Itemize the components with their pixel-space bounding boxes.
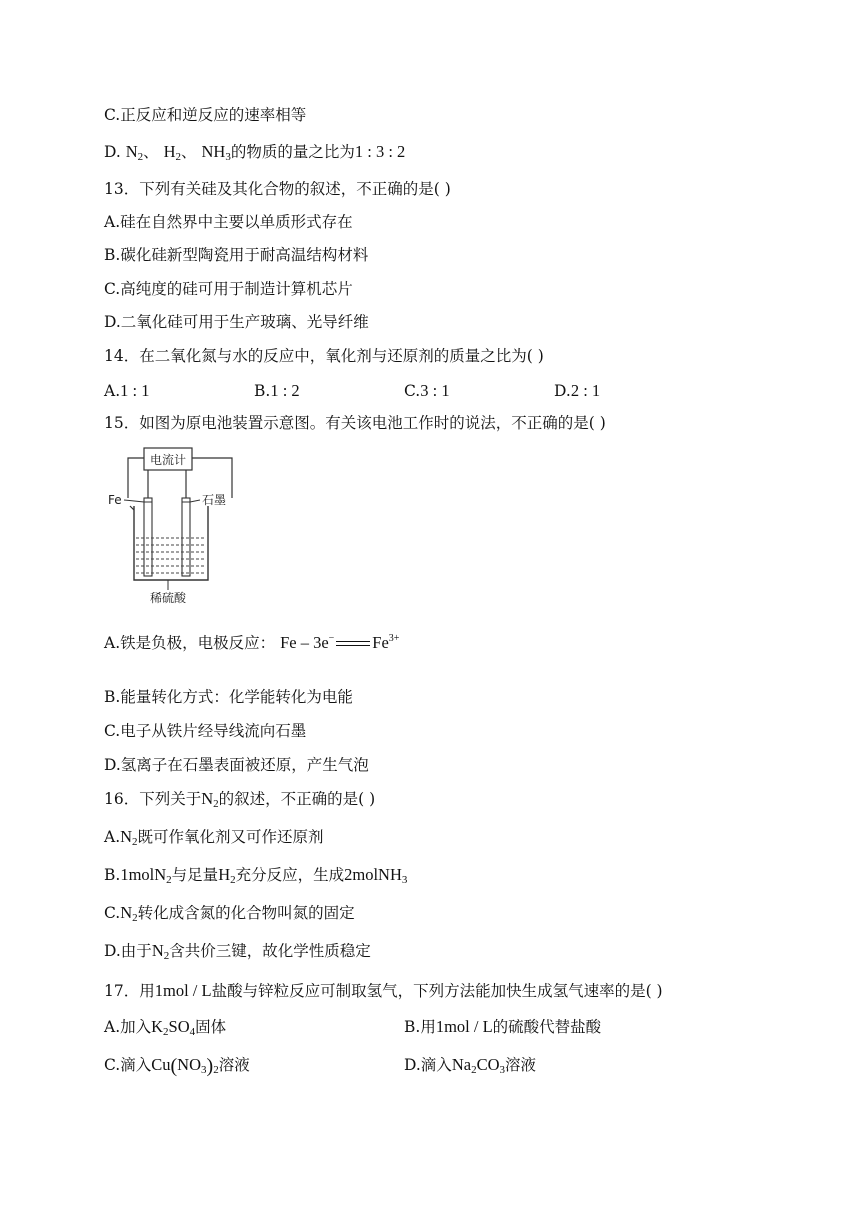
q12-d-mid: 的物质的量之比为 [230, 143, 355, 161]
wire-left [128, 458, 140, 498]
q16-option-b: B.1molN$_2$与足量$H_2$充分反应，生成2molNH$_3$ [104, 865, 408, 886]
q13-stem: 13．下列有关硅及其化合物的叙述，不正确的是( ) [104, 180, 451, 198]
q15-option-a: A.铁是负极，电极反应： Fe – 3e− $Fe^{3+}$ [104, 633, 400, 652]
q12-d-sep1: 、 [143, 143, 159, 161]
graphite-label: 石墨 [202, 493, 227, 507]
q12-option-d [104, 141, 405, 163]
q17-option-d: D.滴入$Na_2CO_3$溶液 [404, 1055, 536, 1076]
q16-option-d: D.由于$N_2$含共价三键，故化学性质稳定 [104, 941, 371, 962]
q12-d-prefix: D. [104, 143, 121, 161]
q17-option-b: B.用1mol / L的硫酸代替盐酸 [404, 1017, 602, 1036]
q17-option-a: A.加入$K_2SO_4$固体 [104, 1017, 227, 1038]
q15-option-b: B.能量转化方式：化学能转化为电能 [104, 688, 353, 706]
equals-arrow [336, 641, 370, 647]
q16-option-c: $C.N_2$转化成含氮的化合物叫氮的固定 [104, 903, 355, 924]
solution-label: 稀硫酸 [149, 591, 187, 605]
q16-option-a: $A.N_2$既可作氧化剂又可作还原剂 [104, 827, 324, 848]
q12-option-c: C.正反应和逆反应的速率相等 [104, 106, 307, 124]
q14-stem: 14．在二氧化氮与水的反应中，氧化剂与还原剂的质量之比为( ) [104, 347, 544, 365]
formula-nh3: $NH_3$ [201, 142, 231, 163]
q12-d-sep2: 、 [181, 143, 197, 161]
q13-option-d: D.二氧化硅可用于生产玻璃、光导纤维 [104, 313, 369, 331]
q15-option-d: D.氢离子在石墨表面被还原，产生气泡 [104, 756, 369, 774]
formula-h2: $H_2$ [163, 142, 182, 163]
q16-stem: 16．下列关于$N_2$的叙述，不正确的是( ) [104, 789, 376, 810]
q14-option-a: A.1 : 1 [104, 381, 150, 400]
q13-option-b: B.碳化硅新型陶瓷用于耐高温结构材料 [104, 246, 369, 264]
q14-option-c: C.3 : 1 [404, 381, 450, 400]
q15-stem: 15．如图为原电池装置示意图。有关该电池工作时的说法，不正确的是( ) [104, 414, 606, 432]
graphite-electrode [182, 498, 190, 576]
q14-option-d: D.2 : 1 [554, 381, 601, 400]
electrode-equation: Fe – 3e− $Fe^{3+}$ [280, 633, 400, 652]
q17-option-c: C.滴入$Cu(NO_3)_2$溶液 [104, 1055, 250, 1077]
q13-option-a: A.硅在自然界中主要以单质形式存在 [104, 213, 353, 231]
q15-option-c: C.电子从铁片经导线流向石墨 [104, 722, 307, 740]
q14-option-b: B.1 : 2 [254, 381, 300, 400]
ammeter-label: 电流计 [149, 453, 187, 467]
fe-label: Fe [108, 493, 122, 507]
q12-d-ratio: 1 : 3 : 2 [354, 142, 406, 161]
q17-stem: 17．用1mol / L盐酸与锌粒反应可制取氢气，下列方法能加快生成氢气速率的是( ) [104, 981, 663, 1000]
fe-electrode [144, 498, 152, 576]
galvanic-cell-diagram [104, 440, 244, 610]
formula-n2: $N_2$ [125, 142, 144, 163]
q13-option-c: C.高纯度的硅可用于制造计算机芯片 [104, 280, 353, 298]
